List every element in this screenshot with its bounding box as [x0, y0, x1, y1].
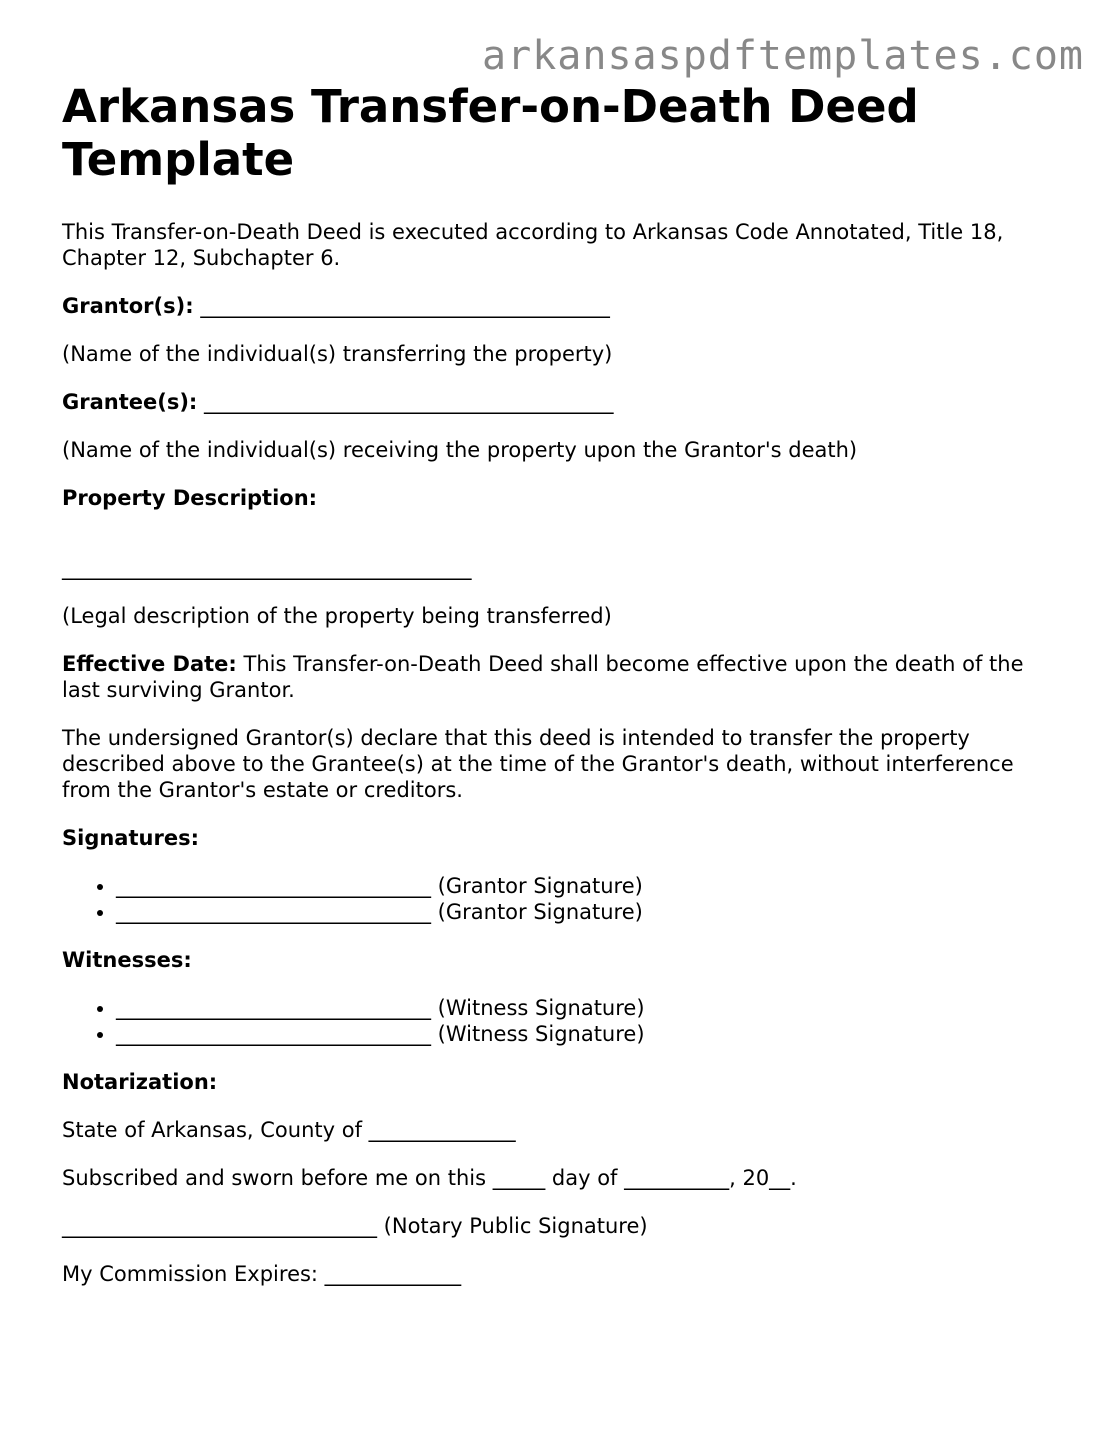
grantor-signature-line: • ______________________________ (Grantor Signature) — [116, 899, 1062, 925]
grantor-blank: _______________________________________ — [200, 294, 610, 318]
property-label: Property Description: — [62, 486, 318, 510]
grantor-note: (Name of the individual(s) transferring the property) — [62, 342, 613, 366]
witness-signature-line: • ______________________________ (Witness Signature) — [116, 995, 1062, 1021]
notarization-heading: Notarization: — [62, 1070, 218, 1094]
document-page — [62, 80, 1062, 1287]
grantee-label: Grantee(s): — [62, 390, 198, 414]
watermark: arkansaspdftemplates.com — [482, 33, 1084, 79]
grantee-line — [62, 389, 1062, 415]
grantee-blank: _______________________________________ — [204, 390, 614, 414]
signatures-heading: Signatures: — [62, 826, 199, 850]
grantee-note: (Name of the individual(s) receiving the property upon the Grantor's death) — [62, 438, 858, 462]
document-title: Arkansas Transfer-on-Death Deed Template — [62, 80, 919, 186]
declaration-paragraph: The undersigned Grantor(s) declare that this deed is intended to transfer the property described above to the Grantee(s) at the time of the Grantor's death, without interference from the Grantor's estate or creditors. — [62, 726, 1014, 802]
notary-signature-line: ______________________________ (Notary Public Signature) — [62, 1214, 648, 1238]
witnesses-list — [62, 995, 1062, 1047]
property-blank: _______________________________________ — [62, 556, 472, 580]
witness-signature-line: • ______________________________ (Witness Signature) — [116, 1021, 1062, 1047]
notarization-sworn: Subscribed and sworn before me on this _____ day of __________, 20__. — [62, 1166, 797, 1190]
signatures-list — [62, 873, 1062, 925]
grantor-label: Grantor(s): — [62, 294, 194, 318]
grantor-signature-line: • ______________________________ (Grantor Signature) — [116, 873, 1062, 899]
notarization-county: State of Arkansas, County of ______________ — [62, 1118, 516, 1142]
effective-date-label: Effective Date: — [62, 652, 237, 676]
commission-expires: My Commission Expires: _____________ — [62, 1262, 462, 1286]
property-note: (Legal description of the property being transferred) — [62, 604, 612, 628]
intro-paragraph: This Transfer-on-Death Deed is executed according to Arkansas Code Annotated, Title 18, Chapter 12, Subchapter 6. — [62, 220, 1004, 270]
effective-date-paragraph — [62, 651, 1062, 703]
grantor-line — [62, 293, 1062, 319]
witnesses-heading: Witnesses: — [62, 948, 192, 972]
effective-date-text: This Transfer-on-Death Deed shall become effective upon the death of the last surviving Grantor. — [62, 652, 1024, 702]
